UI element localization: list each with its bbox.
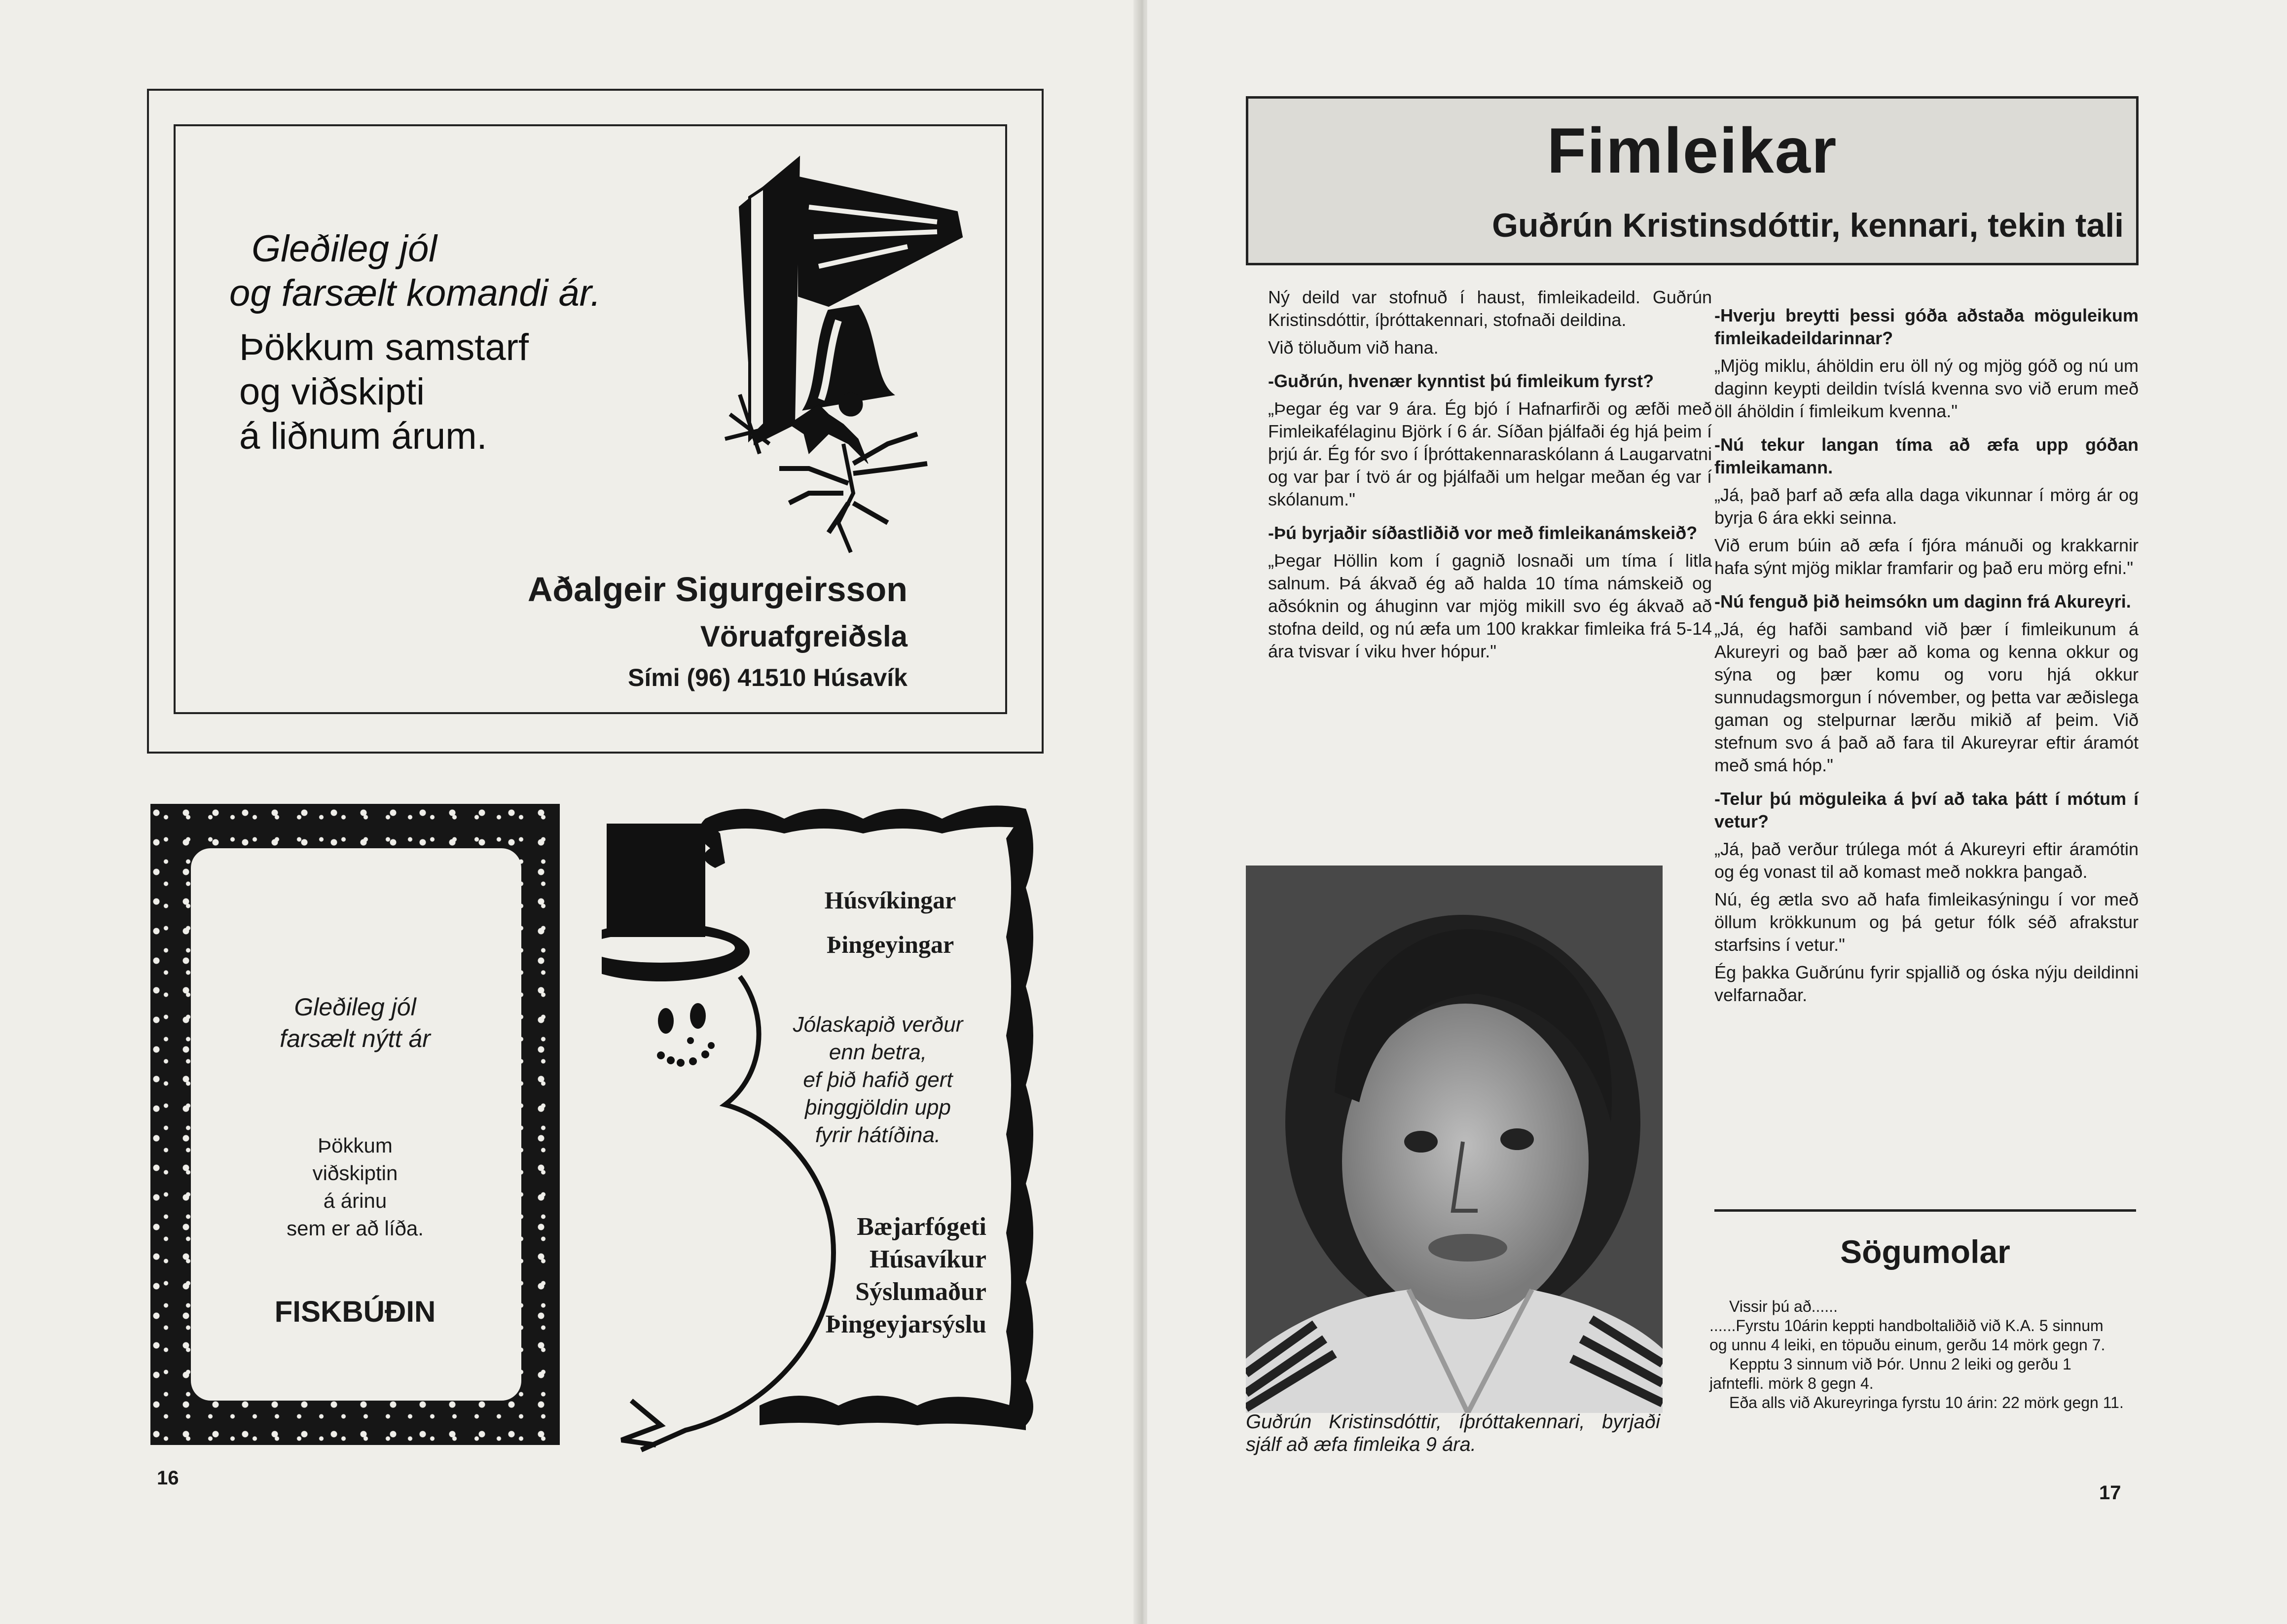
article-paragraph: „Já, ég hafði samband við þær í fimleikunum á Akureyri og bað þær að koma og kenna okkur og sýna og þær komu og voru hjá okkur sunnudagsmorgun í nóvember, og þetta var æðislega gaman og stelpurnar lærðu mikið af þeim. Við stefnum svo á það að fara til Akureyrar eftir áramót með smá hóp.": [1714, 619, 2139, 775]
ad-fiskbudin-thanks: [197, 1132, 513, 1242]
thanks-line: Þökkum: [318, 1134, 393, 1157]
article-title: Fimleikar: [1547, 114, 1838, 186]
article-paragraph: „Já, það verður trúlega mót á Akureyri eftir áramótin og ég vonast til að komast með nokkra þangað.: [1714, 839, 2139, 882]
thanks-line: á liðnum árum.: [239, 415, 487, 457]
article-left-column: [1268, 286, 1712, 668]
sogumolar-line: ......Fyrstu 10árin keppti handboltaliðið við K.A. 5 sinnum og unnu 4 leiki, en töpuðu einum, gerðu 14 mörk gegn 7.: [1709, 1317, 2105, 1354]
photo-caption: Guðrún Kristinsdóttir, íþróttakennari, byrjaði sjálf að æfa fimleika 9 ára.: [1246, 1411, 1660, 1455]
signature-line: Þingeyjarsýslu: [825, 1310, 986, 1338]
ad-fiskbudin-greeting: [197, 991, 513, 1054]
sogumolar-line: Vissir þú að......: [1729, 1298, 1838, 1315]
sogumolar-line: Eða alls við Akureyringa fyrstu 10 árin: 22 mörk gegn 11.: [1729, 1394, 2124, 1411]
page-number-right: 17: [2099, 1482, 2121, 1504]
signature-line: Bæjarfógeti: [857, 1213, 986, 1241]
interview-question: -Nú tekur langan tíma að æfa upp góðan fimleikamann.: [1714, 434, 2139, 477]
message-line: enn betra,: [829, 1040, 927, 1064]
article-paragraph: „Já, það þarf að æfa alla daga vikunnar í mörg ár og byrja 6 ára ekki seinna.: [1714, 485, 2139, 528]
ad-adalgeir-greeting: [229, 227, 673, 316]
thanks-line: viðskiptin: [312, 1161, 398, 1185]
thanks-line: sem er að líða.: [287, 1217, 424, 1240]
message-line: ef þið hafið gert: [803, 1068, 953, 1092]
sogumolar-heading: Sögumolar: [1840, 1233, 2010, 1270]
interview-question: -Nú fenguð þið heimsókn um daginn frá Akureyri.: [1714, 591, 2131, 612]
sogumolar-divider: [1714, 1209, 2136, 1212]
right-page: [1147, 0, 2287, 1624]
ad-adalgeir-business: Vöruafgreiðsla: [700, 620, 908, 653]
christmas-bell-illustration: [681, 148, 977, 572]
page-number-left: 16: [157, 1467, 179, 1489]
ad-adalgeir-company: Aðalgeir Sigurgeirsson: [527, 570, 908, 609]
interview-question: -Telur þú möguleika á því að taka þátt í mótum í vetur?: [1714, 789, 2139, 831]
interview-question: -Guðrún, hvenær kynntist þú fimleikum fyrst?: [1268, 371, 1654, 391]
article-paragraph: „Mjög miklu, áhöldin eru öll ný og mjög góð og nú um daginn keypti deildin tvíslá kvenna svo við erum með öll áhöldin í fimleikum kvenna.": [1714, 356, 2139, 421]
sogumolar-text: [1709, 1297, 2124, 1412]
sogumolar-line: Kepptu 3 sinnum við Þór. Unnu 2 leiki og gerðu 1 jafntefli. mörk 8 gegn 4.: [1709, 1355, 2071, 1392]
article-paragraph: Nú, ég ætla svo að hafa fimleikasýningu í vor með öllum krökkunum og þá getur fólk séð afrakstur starfsins í vetur.": [1714, 889, 2139, 955]
message-line: þinggjöldin upp: [804, 1095, 951, 1119]
thanks-line: á árinu: [323, 1189, 387, 1212]
portrait-photo: [1246, 866, 1663, 1413]
ad-adalgeir-thanks: [239, 325, 683, 459]
audience-line: Þingeyingar: [826, 931, 954, 958]
signature-line: Sýslumaður: [855, 1278, 986, 1306]
greeting-line: Gleðileg jól: [252, 228, 437, 270]
article-paragraph: Við erum búin að æfa í fjóra mánuði og krakkarnir hafa sýnt mjög miklar framfarir og það eru mörg efni.": [1714, 535, 2139, 578]
article-paragraph: Ég þakka Guðrúnu fyrir spjallið og óska nýju deildinni velfarnaðar.: [1714, 962, 2139, 1005]
ad-fiskbudin-company: FISKBÚÐIN: [274, 1295, 436, 1328]
article-subtitle: Guðrún Kristinsdóttir, kennari, tekin tali: [1492, 207, 2124, 244]
interview-question: -Þú byrjaðir síðastliðið vor með fimleikanámskeið?: [1268, 523, 1698, 543]
greeting-line: og farsælt komandi ár.: [229, 272, 601, 314]
audience-line: Húsvíkingar: [824, 886, 956, 914]
greeting-line: farsælt nýtt ár: [280, 1025, 431, 1052]
message-line: fyrir hátíðina.: [815, 1123, 941, 1147]
greeting-line: Gleðileg jól: [294, 993, 416, 1021]
ad-bajarfogeti-message: [760, 1011, 996, 1149]
ad-bajarfogeti-signature: [769, 1211, 986, 1341]
signature-line: Húsavíkur: [870, 1245, 986, 1273]
article-paragraph: Við töluðum við hana.: [1268, 337, 1439, 358]
thanks-line: og viðskipti: [239, 371, 425, 413]
interview-question: -Hverju breytti þessi góða aðstaða möguleikum fimleikadeildarinnar?: [1714, 305, 2139, 348]
ad-bajarfogeti-audience: [784, 878, 996, 967]
article-paragraph: „Þegar ég var 9 ára. Ég bjó í Hafnarfirði og æfði með Fimleikafélaginu Björk í 6 ár. Síðan þjálfaði ég hjá þeim í þrjú ár. Ég fór svo í Íþróttakennaraskólann á Laugarvatni og var þar í tvö ár og þjálfaði um helgar meðan ég var í skólanum.": [1268, 398, 1712, 509]
article-right-column: [1714, 293, 2139, 1011]
left-page: [0, 0, 1139, 1624]
ad-fiskbudin-frame: [150, 804, 560, 1445]
article-paragraph: „Þegar Höllin kom í gagnið losnaði um tíma í litla salnum. Þá ákvað ég að halda 10 tíma námskeið og aðsóknin og áhuginn var mjög mikill svo ég ákvað að stofna deild, og nú æfa um 100 krakkar fimleika frá 5-14 ára tvisvar í viku hver hópur.": [1268, 550, 1712, 661]
ad-adalgeir-contact: Sími (96) 41510 Húsavík: [628, 664, 908, 691]
message-line: Jólaskapið verður: [793, 1012, 963, 1037]
article-paragraph: Ný deild var stofnuð í haust, fimleikadeild. Guðrún Kristinsdóttir, íþróttakennari, stofnaði deildina.: [1268, 287, 1712, 330]
thanks-line: Þökkum samstarf: [239, 326, 529, 368]
